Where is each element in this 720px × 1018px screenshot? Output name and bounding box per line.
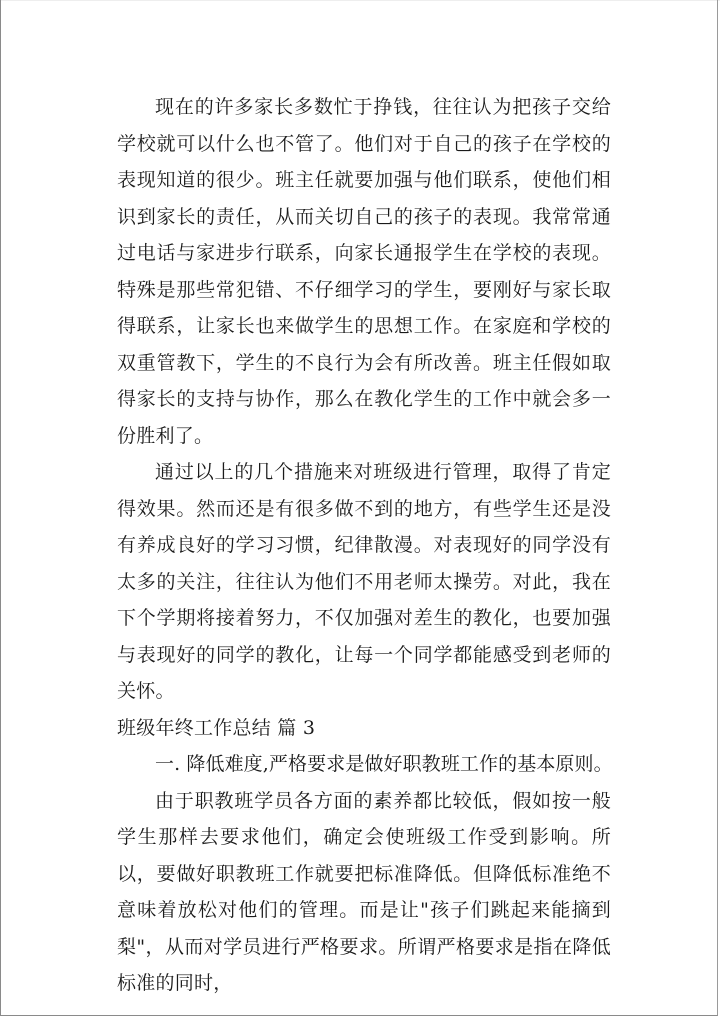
- body-paragraph-2: 通过以上的几个措施来对班级进行管理，取得了肯定得效果。然而还是有很多做不到的地方，有些学生还是没有养成良好的学习习惯，纪律散漫。对表现好的同学没有太多的关注，往往认为他们不用老师太操劳。对此，我在下个学期将接着努力，不仅加强对差生的教化，也要加强与表现好的同学的教化，让每一个同学都能感受到老师的关怀。: [117, 461, 611, 702]
- document-body: [117, 89, 611, 1002]
- body-paragraph-3: 由于职教班学员各方面的素养都比较低，假如按一般学生那样去要求他们，确定会使班级工作受到影响。所以，要做好职教班工作就要把标准降低。但降低标准绝不意味着放松对他们的管理。而是让"孩子们跳起来能摘到梨"，从而对学员进行严格要求。所谓严格要求是指在降低标准的同时，: [117, 789, 611, 994]
- body-paragraph-1: 现在的许多家长多数忙于挣钱，往往认为把孩子交给学校就可以什么也不管了。他们对于自己的孩子在学校的表现知道的很少。班主任就要加强与他们联系，使他们相识到家长的责任，从而关切自己的孩子的表现。我常常通过电话与家进步行联系，向家长通报学生在学校的表现。特殊是那些常犯错、不仔细学习的学生，要刚好与家长取得联系，让家长也来做学生的思想工作。在家庭和学校的双重管教下，学生的不良行为会有所改善。班主任假如取得家长的支持与协作，那么在教化学生的工作中就会多一份胜利了。: [117, 96, 611, 447]
- section-heading: 班级年终工作总结 篇 3: [117, 716, 316, 739]
- subheading: 一. 降低难度,严格要求是做好职教班工作的基本原则。: [155, 753, 613, 775]
